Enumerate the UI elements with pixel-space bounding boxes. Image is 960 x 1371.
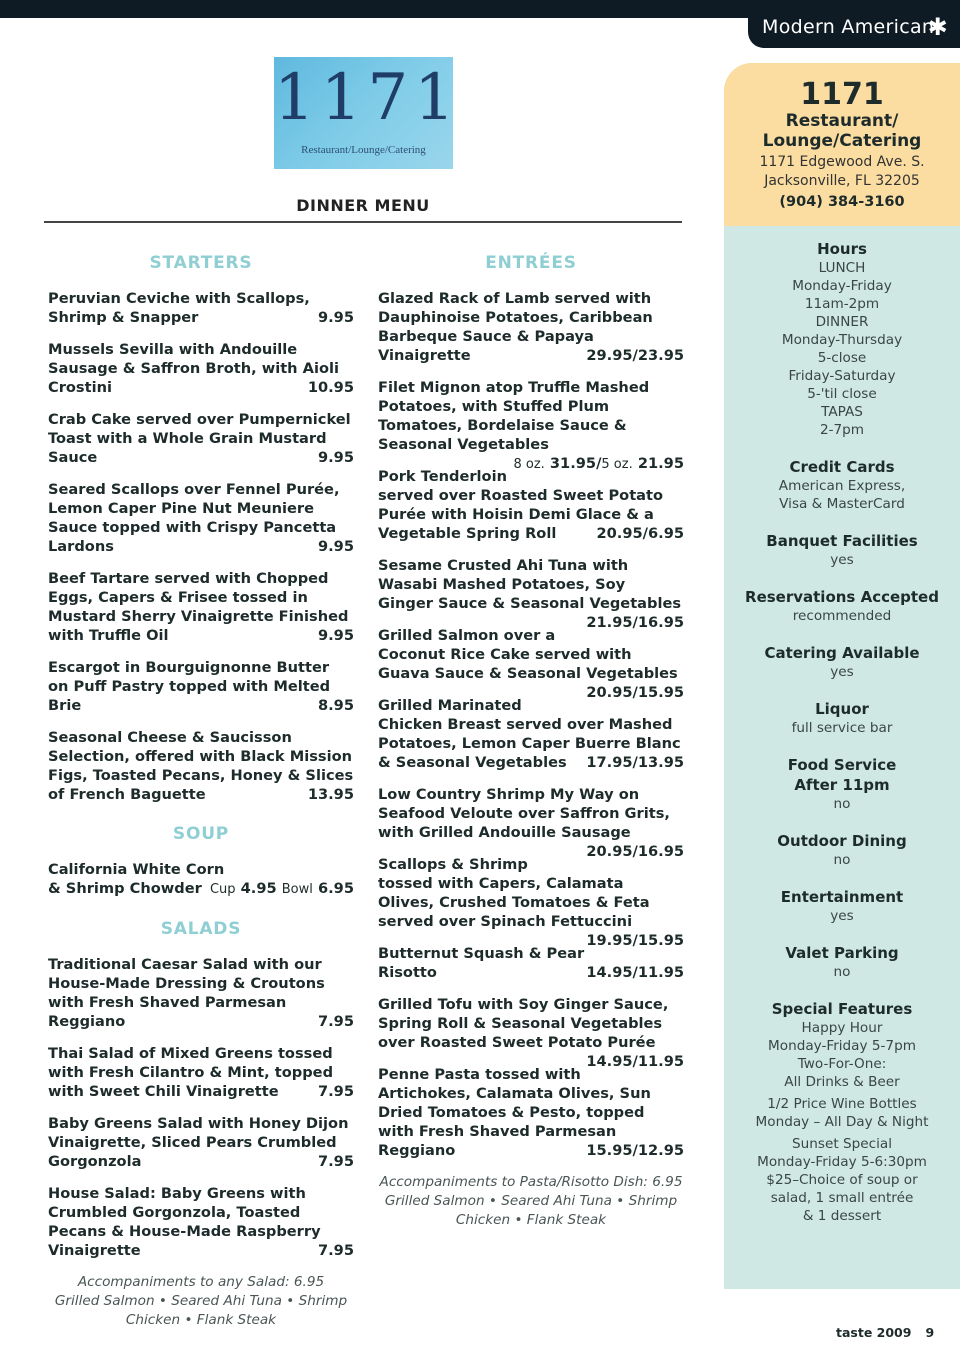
liquor-value: full service bar [791,720,893,736]
catering-value: yes [830,664,854,680]
credit-block [724,457,960,513]
menu-title: DINNER MENU [296,196,430,215]
special-lines [724,1019,960,1091]
price-part: / [596,455,602,472]
item-name: Scallops & Shrimp tossed with Capers, Calamata Olives, Crushed Tomatoes & Feta served over Spinach Fettuccini [378,856,650,930]
restaurant-type-2: Lounge/Catering [762,131,922,151]
section-tab [748,10,960,48]
item-price: 13.95 [307,786,354,803]
item-price [513,454,684,474]
special-lines-2 [724,1095,960,1131]
menu-item [378,467,684,543]
item-name: Traditional Caesar Salad with our House-Made Dressing & Croutons with Fresh Shaved Parmesan Reggiano [48,956,325,1030]
menu-item [48,1044,354,1101]
item-price: 14.95/11.95 [586,964,684,981]
item-name: Crab Cake served over Pumpernickel Toast with a Whole Grain Mustard Sauce [48,411,351,466]
item-name: Mussels Sevilla with Andouille Sausage & Saffron Broth, with Aioli Crostini [48,341,339,396]
publication-name: taste 2009 [836,1325,912,1340]
item-price: 7.95 [317,1013,354,1030]
item-name: Butternut Squash & Pear Risotto [378,945,585,981]
info-line: 11am-2pm [804,296,880,312]
price-part: 21.95 [637,455,684,472]
item-name: Escargot in Bourguignonne Butter on Puff Pastry topped with Melted Brie [48,659,331,714]
restaurant-contact [724,63,960,226]
menu-item [48,658,354,715]
restaurant-name: 1171 [800,77,884,112]
item-price: 9.95 [317,627,354,644]
restaurant-type-1: Restaurant/ [785,111,899,131]
valet-heading: Valet Parking [785,944,899,962]
info-line: & 1 dessert [802,1208,882,1224]
item-price: 15.95/12.95 [586,1142,684,1159]
title-divider [44,221,682,223]
item-price: 7.95 [317,1242,354,1259]
credit-heading: Credit Cards [789,458,895,476]
menu-item [48,289,354,327]
item-name: Grilled Tofu with Soy Ginger Sauce, Spring Roll & Seasonal Vegetables over Roasted Sweet Potato Purée [378,996,669,1051]
info-sidebar [724,63,960,1289]
info-line: 1/2 Price Wine Bottles [767,1096,917,1112]
outdoor-block [724,831,960,869]
entrees-list [378,289,684,1160]
reservations-heading: Reservations Accepted [745,588,939,606]
banquet-block [724,531,960,569]
entertainment-block [724,887,960,925]
banquet-value: yes [830,552,854,568]
price-part: 31.95 [549,455,597,472]
item-name: Baby Greens Salad with Honey Dijon Vinaigrette, Sliced Pears Crumbled Gorgonzola [48,1115,349,1170]
address-line-1: 1171 Edgewood Ave. S. [759,154,925,170]
menu-item [378,1065,684,1160]
hours-block [724,239,960,439]
valet-block [724,943,960,981]
entree-accomp-line: Chicken • Flank Steak [455,1212,607,1228]
item-price: 29.95/23.95 [586,347,684,364]
info-line: Two-For-One: [797,1056,887,1072]
menu-item [48,340,354,397]
bowl-label: Bowl [281,882,313,897]
item-name: Low Country Shrimp My Way on Seafood Veloute over Saffron Grits, with Grilled Andouille Sausage [378,786,670,841]
info-line: Monday-Friday 5-7pm [768,1038,916,1054]
item-price: 17.95/13.95 [586,754,684,771]
catering-heading: Catering Available [764,644,920,662]
salads-list [48,955,354,1260]
info-line: 5-'til close [807,386,877,402]
special-features-heading: Special Features [771,1000,913,1018]
food-service-heading-2: After 11pm [794,776,890,794]
starters-heading: STARTERS [149,253,253,273]
outdoor-heading: Outdoor Dining [777,832,907,850]
menu-item [48,955,354,1031]
info-line: Monday-Friday [792,278,892,294]
restaurant-details [724,239,960,1243]
price-part: 8 oz. [513,457,545,472]
phone-number: (904) 384-3160 [779,194,905,210]
address-line-2: Jacksonville, FL 32205 [764,173,920,189]
item-name: Peruvian Ceviche with Scallops, Shrimp & Snapper [48,290,310,326]
entertainment-value: yes [830,908,854,924]
item-price: 19.95/15.95 [586,932,684,949]
item-price: 9.95 [317,538,354,555]
menu-item [378,995,684,1070]
salads-heading: SALADS [160,919,242,939]
section-label: Modern American [762,16,935,38]
info-line: Happy Hour [801,1020,883,1036]
salad-accomp-line: Chicken • Flank Steak [125,1312,277,1328]
item-name: Grilled Salmon over a Coconut Rice Cake served with Guava Sauce & Seasonal Vegetables [378,627,678,682]
menu-item [48,728,354,804]
price-part: 5 oz. [601,457,633,472]
entree-accomp-line: Accompaniments to Pasta/Risotto Dish: 6.95 [379,1174,683,1190]
item-price: 9.95 [317,309,354,326]
menu-item [378,556,684,631]
soup-name-line2: & Shrimp Chowder [48,880,202,897]
entree-accomp-line: Grilled Salmon • Seared Ahi Tuna • Shrimp [384,1193,678,1209]
food-service-value: no [833,796,851,812]
item-price: 14.95/11.95 [586,1053,684,1070]
info-line: American Express, [778,478,906,494]
menu-item [378,696,684,772]
menu-item [378,855,684,949]
menu-item [378,289,684,365]
soup-heading: SOUP [172,824,230,844]
item-name: Filet Mignon atop Truffle Mashed Potatoes, with Stuffed Plum Tomatoes, Bordelaise Sauce & Seasonal Vegetables [378,379,650,453]
item-price: 7.95 [317,1153,354,1170]
menu-item [378,785,684,860]
bowl-price: 6.95 [317,880,354,897]
menu-item [48,1114,354,1171]
item-price: 10.95 [307,379,354,396]
restaurant-logo [274,57,461,169]
info-line: Visa & MasterCard [779,496,905,512]
item-price: 9.95 [317,449,354,466]
logo-tagline: Restaurant/Lounge/Catering [301,144,426,156]
cup-price: 4.95 [240,880,277,897]
item-name: Thai Salad of Mixed Greens tossed with Fresh Cilantro & Mint, topped with Sweet Chili Vinaigrette [48,1045,334,1100]
item-name: Penne Pasta tossed with Artichokes, Calamata Olives, Sun Dried Tomatoes & Pesto, topped with Fresh Shaved Parmesan Reggiano [378,1066,651,1159]
item-name: Sesame Crusted Ahi Tuna with Wasabi Mashed Potatoes, Soy Ginger Sauce & Seasonal Vegetables [378,557,682,612]
info-line: Monday – All Day & Night [755,1114,929,1130]
cup-label: Cup [209,882,236,897]
menu-item [378,626,684,701]
page-number: 9 [925,1325,935,1340]
info-line: salad, 1 small entrée [770,1190,914,1206]
info-line: Monday-Thursday [781,332,903,348]
info-line: All Drinks & Beer [784,1074,900,1090]
item-name: Seasonal Cheese & Saucisson Selection, offered with Black Mission Figs, Toasted Pecans, Honey & Slices of French Baguette [48,729,354,803]
info-line: TAPAS [821,404,863,420]
entrees-heading: ENTRÉES [485,253,577,273]
item-name: Seared Scallops over Fennel Purée, Lemon Caper Pine Nut Meuniere Sauce topped with Crispy Pancetta Lardons [48,481,340,555]
reservations-value: recommended [792,608,892,624]
special-lines-3 [724,1135,960,1225]
item-name: Grilled Marinated Chicken Breast served over Mashed Potatoes, Lemon Caper Buerre Blanc & Seasonal Vegetables [378,697,681,771]
info-line: 2-7pm [819,422,865,438]
banquet-heading: Banquet Facilities [766,532,918,550]
entrees-column [378,253,684,1230]
entree-accompaniments [378,1173,684,1230]
info-line: Sunset Special [792,1136,892,1152]
food-service-block [724,755,960,813]
soup-name-line1: California White Corn [48,861,225,878]
valet-value: no [833,964,851,980]
item-name: Glazed Rack of Lamb served with Dauphinoise Potatoes, Caribbean Barbeque Sauce & Papaya Vinaigrette [378,290,653,364]
item-price: 20.95/16.95 [586,843,684,860]
liquor-heading: Liquor [815,700,869,718]
info-line: 5-close [817,350,867,366]
item-price: 8.95 [317,697,354,714]
liquor-block [724,699,960,737]
salad-accomp-line: Accompaniments to any Salad: 6.95 [77,1274,325,1290]
catering-block [724,643,960,681]
starters-list [48,289,354,804]
hours-lines [724,259,960,439]
outdoor-value: no [833,852,851,868]
special-features-block [724,999,960,1225]
soup-item [48,860,354,899]
menu-item [48,1184,354,1260]
menu-item [48,569,354,645]
reservations-block [724,587,960,625]
info-line: Monday-Friday 5-6:30pm [757,1154,927,1170]
menu-item [48,480,354,556]
left-column [48,253,354,1330]
item-name: Pork Tenderloin served over Roasted Sweet Potato Purée with Hoisin Demi Glace & a Vegetable Spring Roll [378,468,664,542]
item-name: Beef Tartare served with Chopped Eggs, Capers & Frisee tossed in Mustard Sherry Vinaigrette Finished with Truffle Oil [48,570,349,644]
item-price: 21.95/16.95 [586,614,684,631]
item-price: 20.95/6.95 [596,525,684,542]
page-footer [836,1325,934,1340]
menu-item [48,410,354,467]
asterisk-icon: ✱ [927,13,948,41]
salad-accompaniments [48,1273,354,1330]
item-name: House Salad: Baby Greens with Crumbled Gorgonzola, Toasted Pecans & House-Made Raspberry Vinaigrette [48,1185,321,1259]
credit-lines [724,477,960,513]
logo-number: 1171 [274,61,461,135]
hours-heading: Hours [817,240,867,258]
info-line: $25–Choice of soup or [766,1172,918,1188]
info-line: Friday-Saturday [788,368,896,384]
salad-accomp-line: Grilled Salmon • Seared Ahi Tuna • Shrimp [54,1293,348,1309]
food-service-heading: Food Service [787,756,897,774]
info-line: LUNCH [818,260,866,276]
entertainment-heading: Entertainment [780,888,904,906]
menu-item [378,378,684,472]
item-price: 20.95/15.95 [586,684,684,701]
info-line: DINNER [815,314,869,330]
item-price: 7.95 [317,1083,354,1100]
